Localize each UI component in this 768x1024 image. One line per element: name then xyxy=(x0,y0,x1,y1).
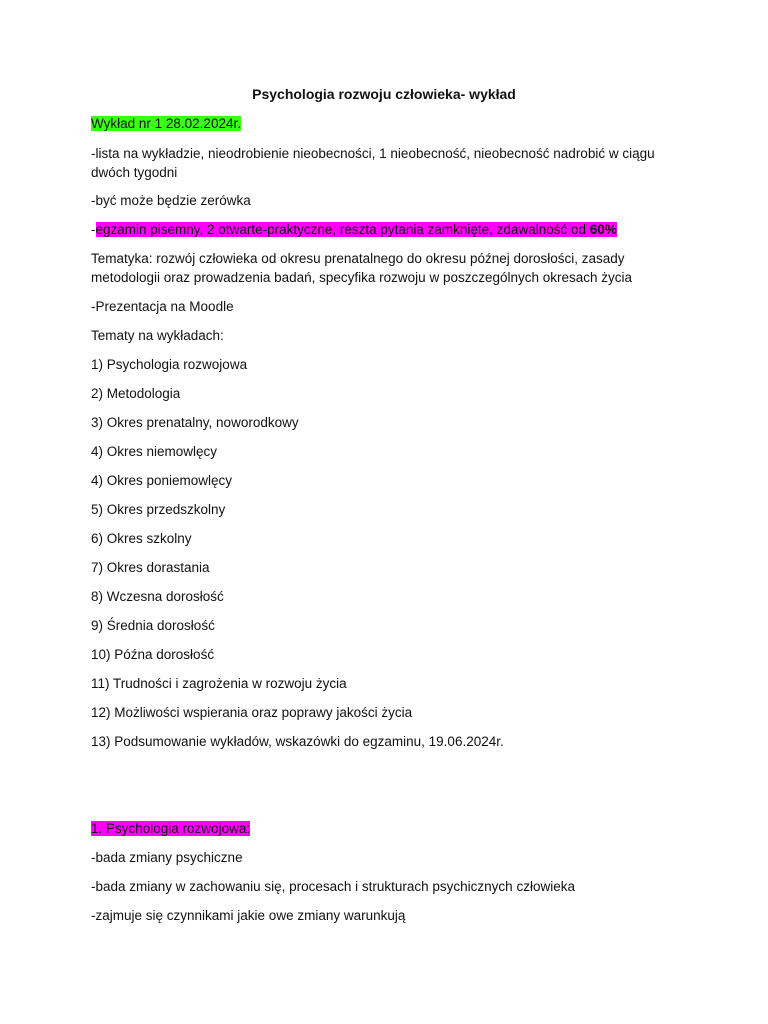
intro-attendance: -lista na wykładzie, nieodrobienie nieobecności, 1 nieobecność, nieobecność nadrobić w ciągu dwóch tygodni xyxy=(91,146,655,180)
exam-note-line xyxy=(91,220,671,239)
section1-point: -bada zmiany psychiczne xyxy=(91,850,243,865)
exam-threshold: 60% xyxy=(589,222,617,237)
section1-heading: 1. Psychologia rozwojowa: xyxy=(91,821,251,836)
topic-item: 12) Możliwości wspierania oraz poprawy jakości życia xyxy=(91,705,413,720)
topic-item: 10) Późna dorosłość xyxy=(91,647,215,662)
intro-zerowka: -być może będzie zerówka xyxy=(91,193,251,208)
topic-item: 8) Wczesna dorosłość xyxy=(91,589,224,604)
exam-prefix: - xyxy=(91,222,96,237)
topic-item: 3) Okres prenatalny, noworodkowy xyxy=(91,415,299,430)
presentation-note: -Prezentacja na Moodle xyxy=(91,299,234,314)
topics-header: Tematy na wykładach: xyxy=(91,328,224,343)
topic-item: 13) Podsumowanie wykładów, wskazówki do egzaminu, 19.06.2024r. xyxy=(91,734,504,749)
topic-item: 9) Średnia dorosłość xyxy=(91,618,215,633)
section1-point: -zajmuje się czynnikami jakie owe zmiany warunkują xyxy=(91,908,406,923)
document-title: Psychologia rozwoju człowieka- wykład xyxy=(252,86,516,102)
topic-item: 7) Okres dorastania xyxy=(91,560,210,575)
lecture-header: Wykład nr 1 28.02.2024r. xyxy=(91,116,241,131)
exam-note-highlight xyxy=(96,222,617,237)
section1-heading-line xyxy=(91,819,671,838)
exam-note: egzamin pisemny, 2 otwarte-praktyczne, reszta pytania zamknięte, zdawalność od xyxy=(95,222,590,237)
topic-item: 6) Okres szkolny xyxy=(91,531,192,546)
topic-item: 1) Psychologia rozwojowa xyxy=(91,357,248,372)
topic-item: 5) Okres przedszkolny xyxy=(91,502,226,517)
topics-description: Tematyka: rozwój człowieka od okresu prenatalnego do okresu późnej dorosłości, zasady metodologii oraz prowadzenia badań, specyfika rozwoju w poszczególnych okresach życia xyxy=(91,251,633,285)
topic-item: 4) Okres poniemowlęcy xyxy=(91,473,233,488)
topic-item: 4) Okres niemowlęcy xyxy=(91,444,218,459)
topic-item: 11) Trudności i zagrożenia w rozwoju życia xyxy=(91,676,347,691)
section1-point: -bada zmiany w zachowaniu się, procesach i strukturach psychicznych człowieka xyxy=(91,879,575,894)
lecture-header-line xyxy=(91,114,671,133)
topic-item: 2) Metodologia xyxy=(91,386,181,401)
